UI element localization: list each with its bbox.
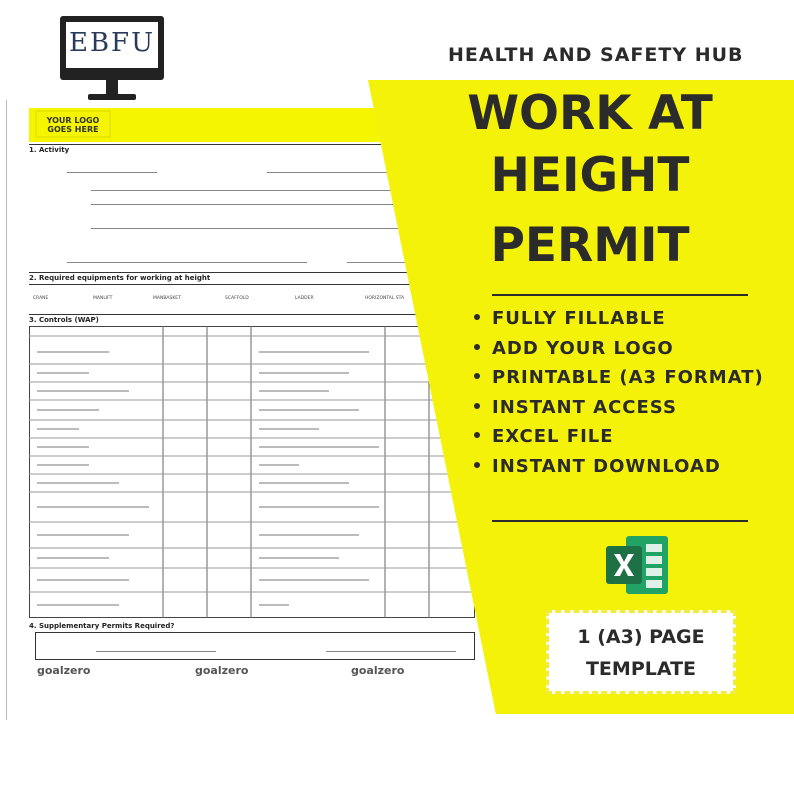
footer-brand-1: goalzero — [37, 664, 91, 677]
field-line — [67, 262, 307, 263]
feature-item: EXCEL FILE — [474, 426, 764, 456]
divider — [29, 272, 469, 273]
section-controls: 3. Controls (WAP) — [29, 316, 99, 324]
feature-item: FULLY FILLABLE — [474, 308, 764, 338]
title-line-2: HEIGHT — [490, 148, 690, 203]
brand-logo-text: EBFU — [68, 28, 156, 58]
bullet-icon — [474, 432, 480, 438]
controls-table — [29, 326, 475, 618]
field-line — [67, 172, 157, 173]
title-line-3: PERMIT — [490, 218, 690, 273]
supplementary-box — [35, 632, 475, 660]
footer-brand-3: goalzero — [351, 664, 405, 677]
title-line-1: WORK AT — [467, 86, 713, 141]
divider-bottom — [492, 520, 748, 522]
feature-item: INSTANT ACCESS — [474, 397, 764, 427]
bullet-icon — [474, 344, 480, 350]
feature-item: INSTANT DOWNLOAD — [474, 456, 764, 486]
bullet-icon — [474, 314, 480, 320]
equipment-ladder: LADDER — [295, 296, 314, 301]
badge-line-2: TEMPLATE — [585, 658, 697, 680]
section-equipment: 2. Required equipments for working at height — [29, 274, 211, 282]
footer-brand-2: goalzero — [195, 664, 249, 677]
equipment-horizontal: HORIZONTAL STA — [365, 296, 405, 301]
feature-item: PRINTABLE (A3 FORMAT) — [474, 367, 764, 397]
document-logo-placeholder: YOUR LOGO GOES HERE — [35, 110, 111, 138]
equipment-manlift: MANLIFT — [93, 296, 113, 301]
badge-line-1: 1 (A3) PAGE — [577, 626, 705, 648]
divider-top — [492, 294, 748, 296]
feature-item: ADD YOUR LOGO — [474, 338, 764, 368]
divider — [29, 284, 469, 285]
bullet-icon — [474, 373, 480, 379]
section-activity: 1. Activity — [29, 146, 70, 154]
hub-heading: HEALTH AND SAFETY HUB — [448, 44, 744, 66]
divider — [29, 314, 469, 315]
equipment-manbasket: MANBASKET — [153, 296, 181, 301]
bullet-icon — [474, 462, 480, 468]
brand-logo — [58, 14, 166, 106]
section-supplementary: 4. Supplementary Permits Required? — [29, 622, 175, 630]
equipment-scaffold: SCAFFOLD — [225, 296, 249, 301]
excel-icon — [604, 534, 670, 596]
feature-list — [474, 308, 764, 486]
bullet-icon — [474, 403, 480, 409]
page-template-badge — [546, 610, 736, 694]
equipment-crane: CRANE — [33, 296, 49, 301]
